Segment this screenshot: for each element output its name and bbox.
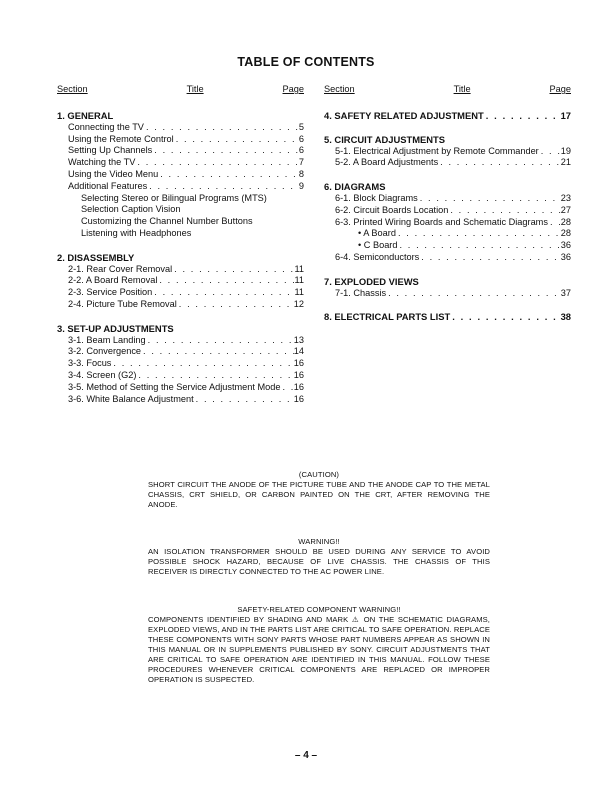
caution-text: SHORT CIRCUIT THE ANODE OF THE PICTURE TUBE AND THE ANODE CAP TO THE METAL CHASSIS, CRT SHIELD, OR CARBON PAINTED ON THE CRT, AFTER REMOVING THE ANODE. (148, 480, 490, 509)
dot-leader (157, 275, 294, 287)
toc-section (324, 276, 571, 300)
toc-entry-label: 2-1. Rear Cover Removal (68, 263, 173, 274)
dot-leader (539, 146, 561, 158)
dot-leader (484, 110, 561, 122)
section-heading (57, 252, 304, 264)
dot-leader (146, 335, 294, 347)
toc-entry-label: 3-6. White Balance Adjustment (68, 393, 194, 404)
page-number: – 4 – (294, 750, 318, 761)
toc-entry-page: 36 (560, 251, 571, 262)
toc-section (57, 110, 304, 240)
section-heading-text: 6. DIAGRAMS (324, 181, 386, 193)
toc-entry-page: 7 (298, 157, 304, 168)
toc-entry-label: Using the Video Menu (68, 168, 159, 179)
toc-entry (324, 288, 571, 300)
toc-entry (57, 204, 304, 216)
toc-entry (57, 358, 304, 370)
toc-entry-page: 16 (293, 381, 304, 392)
toc-entry (324, 157, 571, 169)
dot-leader (450, 311, 560, 323)
dot-leader (419, 252, 561, 264)
toc-section (57, 323, 304, 406)
dot-leader (548, 217, 561, 229)
dot-leader (141, 346, 294, 358)
safety-caption: SAFETY-RELATED COMPONENT WARNING!! (237, 605, 401, 614)
caution-caption: (CAUTION) (298, 470, 340, 479)
toc-entry-label: 3-4. Screen (G2) (68, 369, 137, 380)
toc-section (324, 181, 571, 264)
toc-section (324, 134, 571, 169)
warning-caption: WARNING!! (298, 537, 340, 546)
toc-entry (324, 146, 571, 158)
toc-entry (57, 122, 304, 134)
toc-entry-label: Using the Remote Control (68, 133, 174, 144)
toc-entry (57, 264, 304, 276)
section-heading-text: 5. CIRCUIT ADJUSTMENTS (324, 133, 446, 145)
toc-entry-page: 14 (293, 346, 304, 357)
toc-entry (57, 394, 304, 406)
section-page-number: 17 (560, 110, 571, 121)
toc-entry (57, 181, 304, 193)
dot-leader (386, 288, 561, 300)
header-section: Section (324, 84, 355, 94)
section-heading-text: 8. ELECTRICAL PARTS LIST (324, 311, 451, 323)
toc-entry-page: 21 (560, 157, 571, 168)
toc-entry (324, 228, 571, 240)
section-heading-text: 4. SAFETY RELATED ADJUSTMENT (324, 110, 484, 121)
dot-leader (177, 299, 294, 311)
toc-entry-label: 5-1. Electrical Adjustment by Remote Commander (335, 145, 539, 156)
dot-leader (194, 394, 294, 406)
toc-entry-page: 16 (293, 369, 304, 380)
toc-entry-page: 28 (560, 216, 571, 227)
dot-leader (397, 240, 560, 252)
dot-leader (280, 382, 293, 394)
toc-entry-label: Customizing the Channel Number Buttons (81, 216, 253, 227)
dot-leader (135, 157, 298, 169)
toc-entry (57, 193, 304, 205)
toc-entry-label: 6-1. Block Diagrams (335, 192, 418, 203)
dot-leader (396, 228, 561, 240)
toc-entry-label: 2-3. Service Position (68, 287, 153, 298)
toc-entry-label: 3-1. Beam Landing (68, 334, 146, 345)
toc-entry (324, 252, 571, 264)
dot-leader (418, 193, 561, 205)
toc-entry-label: Watching the TV (68, 157, 136, 168)
toc-entry (57, 228, 304, 240)
toc-entry (57, 287, 304, 299)
toc-entry (57, 169, 304, 181)
header-title: Title (186, 84, 204, 94)
header-page: Page (549, 84, 571, 94)
toc-entry (57, 335, 304, 347)
section-heading (324, 110, 571, 122)
dot-leader (152, 287, 294, 299)
toc-entry (57, 157, 304, 169)
column-headers (57, 84, 304, 96)
toc-section (324, 311, 571, 323)
toc-entry-page: 8 (298, 168, 304, 179)
header-section: Section (57, 84, 88, 94)
toc-entry-page: 5 (298, 121, 304, 132)
section-page-number: 38 (560, 311, 571, 323)
toc-entry-page: 27 (560, 204, 571, 215)
toc-entry-page: 11 (294, 263, 304, 274)
warning-note (148, 537, 490, 577)
toc-entry-page: 11 (294, 287, 304, 298)
toc-entry (57, 216, 304, 228)
toc-entry (57, 382, 304, 394)
toc-entry-label: 3-3. Focus (68, 358, 112, 369)
dot-leader (172, 264, 294, 276)
section-heading (57, 110, 304, 122)
toc-entry-page: 36 (560, 240, 571, 251)
toc-entry-page: 37 (560, 287, 571, 298)
header-page: Page (282, 84, 304, 94)
toc-entry-label: • A Board (358, 228, 396, 239)
toc-entry-label: Setting Up Channels (68, 145, 153, 156)
toc-entry-page: 19 (560, 145, 571, 156)
section-heading-text: 2. DISASSEMBLY (57, 251, 135, 263)
dot-leader (174, 134, 299, 146)
toc-entry (324, 193, 571, 205)
safety-component-note (148, 605, 490, 685)
toc-section (324, 110, 571, 122)
section-heading (324, 311, 571, 323)
toc-entry-label: 3-5. Method of Setting the Service Adjustment Mode (68, 381, 281, 392)
toc-entry-page: 6 (298, 145, 304, 156)
section-heading-text: 1. GENERAL (57, 110, 114, 121)
toc-entry-label: 2-2. A Board Removal (68, 275, 158, 286)
dot-leader (152, 145, 299, 157)
toc-entry (57, 134, 304, 146)
toc-left-column (57, 84, 304, 417)
toc-entry-page: 13 (293, 334, 304, 345)
safety-text: COMPONENTS IDENTIFIED BY SHADING AND MARK ⚠ ON THE SCHEMATIC DIAGRAMS, EXPLODED VIEWS, AND IN THE PARTS LIST ARE CRITICAL TO SAFE OPERATION. REPLACE THESE COMPONENTS WITH SONY PARTS WHOSE PART NUMBERS APPEAR AS SHOWN IN THIS MANUAL OR IN SUPPLEMENTS PUBLISHED BY SONY. CIRCUIT ADJUSTMENTS THAT ARE CRITICAL TO SAFE OPERATION ARE IDENTIFIED IN THIS MANUAL. FOLLOW THESE PROCEDURES WHENEVER CRITICAL COMPONENTS ARE REPLACED OR IMPROPER OPERATION IS SUSPECTED. (148, 615, 490, 684)
toc-entry-label: 2-4. Picture Tube Removal (68, 298, 177, 309)
section-heading-text: 7. EXPLODED VIEWS (324, 275, 419, 287)
toc-entry (324, 240, 571, 252)
toc-entry-label: 6-2. Circuit Boards Location (335, 204, 449, 215)
toc-entry-page: 11 (294, 275, 304, 286)
toc-entry-page: 12 (293, 298, 304, 309)
dot-leader (144, 122, 299, 134)
toc-entry-label: 3-2. Convergence (68, 346, 142, 357)
toc-entry-page: 23 (560, 192, 571, 203)
toc-entry (57, 145, 304, 157)
toc-entry (57, 370, 304, 382)
header-title: Title (453, 84, 471, 94)
section-heading (57, 323, 304, 335)
toc-entry (324, 205, 571, 217)
toc-entry-page: 16 (293, 393, 304, 404)
page-title: TABLE OF CONTENTS (237, 55, 375, 69)
dot-leader (438, 157, 561, 169)
toc-entry-label: Additional Features (68, 180, 148, 191)
section-heading (324, 134, 571, 146)
dot-leader (158, 169, 299, 181)
caution-note (148, 470, 490, 510)
toc-entry-label: Connecting the TV (68, 121, 144, 132)
toc-entry-label: 7-1. Chassis (335, 287, 387, 298)
toc-section (57, 252, 304, 311)
toc-entry (57, 275, 304, 287)
toc-entry-label: 6-4. Semiconductors (335, 251, 420, 262)
toc-entry-label: Listening with Headphones (81, 227, 192, 238)
section-heading-text: 3. SET-UP ADJUSTMENTS (57, 322, 174, 334)
warning-text: AN ISOLATION TRANSFORMER SHOULD BE USED DURING ANY SERVICE TO AVOID POSSIBLE SHOCK HAZARD, BECAUSE OF LIVE CHASSIS. THE CHASSIS OF THIS RECEIVER IS DIRECTLY CONNECTED TO THE AC POWER LINE. (148, 547, 490, 576)
toc-entry-label: 5-2. A Board Adjustments (335, 157, 439, 168)
dot-leader (147, 181, 299, 193)
toc-entry-label: • C Board (358, 240, 398, 251)
column-headers (324, 84, 571, 96)
toc-entry-label: Selecting Stereo or Bilingual Programs (MTS) (81, 192, 267, 203)
toc-entry-label: Selection Caption Vision (81, 204, 181, 215)
dot-leader (111, 358, 293, 370)
section-heading (324, 276, 571, 288)
toc-entry (57, 346, 304, 358)
toc-entry-page: 6 (298, 133, 304, 144)
section-heading (324, 181, 571, 193)
toc-entry (57, 299, 304, 311)
toc-entry-page: 9 (298, 180, 304, 191)
dot-leader (448, 205, 560, 217)
toc-entry-page: 16 (293, 358, 304, 369)
toc-entry (324, 217, 571, 229)
toc-entry-page: 28 (560, 228, 571, 239)
toc-entry-label: 6-3. Printed Wiring Boards and Schematic Diagrams (335, 216, 548, 227)
dot-leader (136, 370, 293, 382)
toc-right-column (324, 84, 571, 335)
